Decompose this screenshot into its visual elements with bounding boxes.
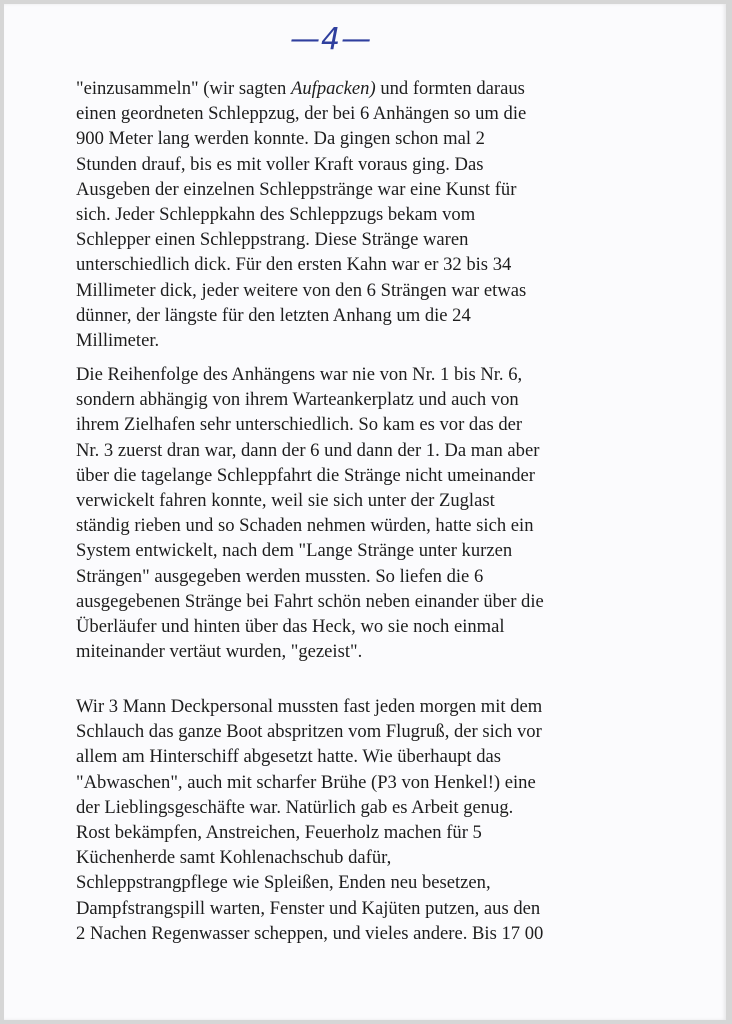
- text-segment: und formten daraus: [375, 78, 525, 99]
- text-line: miteinander vertäut wurden, "gezeist".: [76, 641, 363, 663]
- text-line: Millimeter.: [76, 330, 160, 352]
- text-line: unterschiedlich dick. Für den ersten Kahn war er 32 bis 34: [76, 254, 512, 276]
- text-line: System entwickelt, nach dem "Lange Stränge unter kurzen: [76, 540, 513, 562]
- text-line: über die tagelange Schleppfahrt die Stränge nicht umeinander: [76, 464, 535, 486]
- text-line: einen geordneten Schleppzug, der bei 6 Anhängen so um die: [76, 103, 527, 125]
- text-line: Millimeter dick, jeder weitere von den 6 Strängen war etwas: [76, 279, 527, 301]
- text-line: sondern abhängig von ihrem Warteankerplatz und auch von: [76, 389, 519, 411]
- text-line: Überläufer und hinten über das Heck, wo sie noch einmal: [76, 616, 505, 638]
- text-line: Wir 3 Mann Deckpersonal mussten fast jeden morgen mit dem: [76, 696, 543, 717]
- text-line: Dampfstrangspill warten, Fenster und Kajüten putzen, aus den: [76, 897, 541, 919]
- text-line: Die Reihenfolge des Anhängens war nie von Nr. 1 bis Nr. 6,: [76, 364, 523, 385]
- text-line: sich. Jeder Schleppkahn des Schleppzugs bekam vom: [76, 204, 476, 226]
- text-line: allem am Hinterschiff abgesetzt hatte. Wie überhaupt das: [76, 746, 502, 768]
- text-line: ihrem Zielhafen sehr unterschiedlich. So kam es vor das der: [76, 414, 523, 436]
- text-line: Küchenherde samt Kohlenachschub dafür,: [76, 847, 392, 869]
- text-line: "Abwaschen", auch mit scharfer Brühe (P3 von Henkel!) eine: [76, 771, 536, 793]
- text-line: Ausgeben der einzelnen Schleppstränge war eine Kunst für: [76, 178, 517, 200]
- emphasis-text: Aufpacken): [291, 78, 376, 99]
- text-line: dünner, der längste für den letzten Anhang um die 24: [76, 304, 471, 326]
- text-line: verwickelt fahren konnte, weil sie sich unter der Zuglast: [76, 490, 495, 512]
- text-line: Strängen" ausgegeben werden mussten. So liefen die 6: [76, 565, 484, 587]
- paragraph-1: [76, 76, 676, 353]
- text-line: ständig rieben und so Schaden nehmen würden, hatte sich ein: [76, 515, 534, 537]
- text-segment: "einzusammeln" (wir sagten: [76, 78, 291, 99]
- text-line: Schlepper einen Schleppstrang. Diese Stränge waren: [76, 229, 469, 251]
- text-line: ausgegebenen Stränge bei Fahrt schön neben einander über die: [76, 590, 544, 612]
- text-line: Nr. 3 zuerst dran war, dann der 6 und dann der 1. Da man aber: [76, 439, 540, 461]
- text-line: Schlauch das ganze Boot abspritzen vom Flugruß, der sich vor: [76, 721, 542, 743]
- page-number: —4—: [290, 22, 373, 57]
- text-line: 2 Nachen Regenwasser scheppen, und vieles andere. Bis 17 00: [76, 922, 544, 944]
- paragraph-2: [76, 362, 676, 664]
- text-line: Rost bekämpfen, Anstreichen, Feuerholz machen für 5: [76, 822, 482, 844]
- document-page: [4, 4, 726, 1020]
- text-line: [76, 76, 676, 101]
- text-line: Stunden drauf, bis es mit voller Kraft voraus ging. Das: [76, 153, 484, 175]
- text-line: Schleppstrangpflege wie Spleißen, Enden neu besetzen,: [76, 872, 491, 894]
- paragraph-3: [76, 694, 676, 946]
- text-line: der Lieblingsgeschäfte war. Natürlich gab es Arbeit genug.: [76, 796, 514, 818]
- text-line: 900 Meter lang werden konnte. Da gingen schon mal 2: [76, 128, 485, 150]
